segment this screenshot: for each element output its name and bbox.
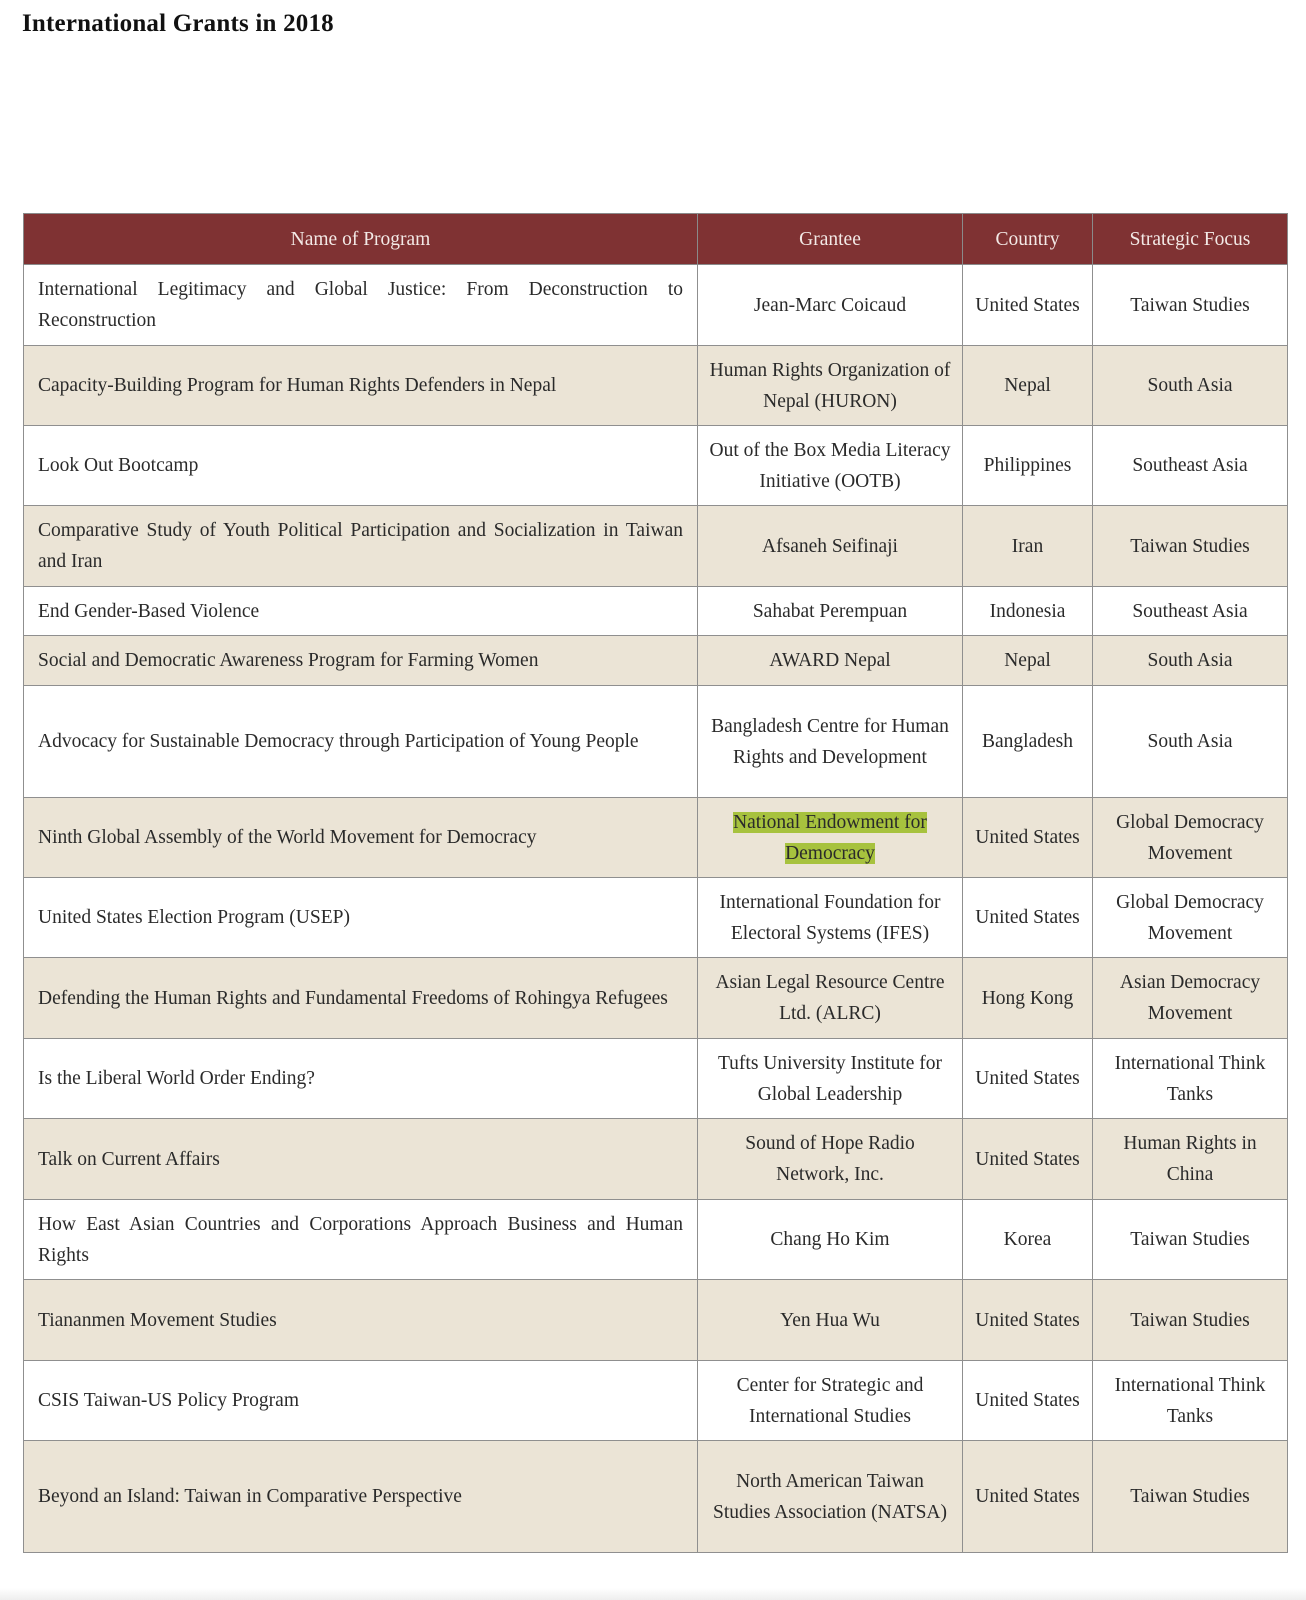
cell-program: Is the Liberal World Order Ending? — [24, 1039, 698, 1119]
table-row — [24, 686, 1288, 798]
cell-grantee: Tufts University Institute for Global Leadership — [698, 1039, 963, 1119]
cell-country: United States — [963, 1361, 1093, 1441]
table-header-row — [24, 214, 1288, 265]
table-row — [24, 1119, 1288, 1200]
cell-grantee: Asian Legal Resource Centre Ltd. (ALRC) — [698, 958, 963, 1039]
column-header-focus: Strategic Focus — [1093, 214, 1288, 265]
cell-program: How East Asian Countries and Corporations Approach Business and Human Rights — [24, 1200, 698, 1280]
cell-strategic-focus: Taiwan Studies — [1093, 1200, 1288, 1280]
cell-program: Beyond an Island: Taiwan in Comparative Perspective — [24, 1441, 698, 1553]
table-row — [24, 798, 1288, 878]
table-row — [24, 1441, 1288, 1553]
cell-program: Ninth Global Assembly of the World Movement for Democracy — [24, 798, 698, 878]
cell-country: United States — [963, 1039, 1093, 1119]
cell-country: United States — [963, 265, 1093, 346]
cell-strategic-focus: International Think Tanks — [1093, 1361, 1288, 1441]
table-row — [24, 587, 1288, 636]
table-row — [24, 636, 1288, 686]
page-bottom-shadow — [0, 1588, 1306, 1600]
cell-strategic-focus: Southeast Asia — [1093, 587, 1288, 636]
cell-grantee: AWARD Nepal — [698, 636, 963, 686]
cell-program: Look Out Bootcamp — [24, 426, 698, 506]
cell-strategic-focus: South Asia — [1093, 346, 1288, 426]
cell-strategic-focus: Taiwan Studies — [1093, 1280, 1288, 1361]
cell-strategic-focus: Asian Democracy Movement — [1093, 958, 1288, 1039]
cell-grantee: Center for Strategic and International Studies — [698, 1361, 963, 1441]
cell-grantee: Sound of Hope Radio Network, Inc. — [698, 1119, 963, 1200]
cell-country: Indonesia — [963, 587, 1093, 636]
cell-country: United States — [963, 878, 1093, 958]
cell-country: Iran — [963, 506, 1093, 587]
cell-grantee: Human Rights Organization of Nepal (HURON) — [698, 346, 963, 426]
cell-program: United States Election Program (USEP) — [24, 878, 698, 958]
cell-strategic-focus: Southeast Asia — [1093, 426, 1288, 506]
table-body — [24, 265, 1288, 1553]
cell-grantee: Out of the Box Media Literacy Initiative (OOTB) — [698, 426, 963, 506]
cell-program: End Gender-Based Violence — [24, 587, 698, 636]
cell-program: Talk on Current Affairs — [24, 1119, 698, 1200]
cell-grantee: International Foundation for Electoral Systems (IFES) — [698, 878, 963, 958]
table-row — [24, 1280, 1288, 1361]
cell-program: Capacity-Building Program for Human Rights Defenders in Nepal — [24, 346, 698, 426]
table-row — [24, 265, 1288, 346]
table-row — [24, 506, 1288, 587]
column-header-grantee: Grantee — [698, 214, 963, 265]
cell-strategic-focus: South Asia — [1093, 686, 1288, 798]
cell-strategic-focus: Global Democracy Movement — [1093, 878, 1288, 958]
column-header-country: Country — [963, 214, 1093, 265]
cell-program: International Legitimacy and Global Justice: From Deconstruction to Reconstruction — [24, 265, 698, 346]
cell-strategic-focus: Global Democracy Movement — [1093, 798, 1288, 878]
cell-strategic-focus: Taiwan Studies — [1093, 265, 1288, 346]
cell-program: Tiananmen Movement Studies — [24, 1280, 698, 1361]
highlighted-text: National Endowment for Democracy — [733, 811, 927, 864]
cell-grantee: Jean-Marc Coicaud — [698, 265, 963, 346]
cell-program: Advocacy for Sustainable Democracy through Participation of Young People — [24, 686, 698, 798]
cell-grantee: Bangladesh Centre for Human Rights and Development — [698, 686, 963, 798]
cell-country: United States — [963, 1280, 1093, 1361]
cell-country: Korea — [963, 1200, 1093, 1280]
cell-program: CSIS Taiwan-US Policy Program — [24, 1361, 698, 1441]
table-row — [24, 346, 1288, 426]
cell-program: Defending the Human Rights and Fundamental Freedoms of Rohingya Refugees — [24, 958, 698, 1039]
cell-program: Social and Democratic Awareness Program for Farming Women — [24, 636, 698, 686]
table-row — [24, 426, 1288, 506]
cell-strategic-focus: International Think Tanks — [1093, 1039, 1288, 1119]
cell-strategic-focus: South Asia — [1093, 636, 1288, 686]
cell-grantee: Yen Hua Wu — [698, 1280, 963, 1361]
table-row — [24, 1200, 1288, 1280]
cell-country: Philippines — [963, 426, 1093, 506]
cell-country: Nepal — [963, 346, 1093, 426]
table-row — [24, 1039, 1288, 1119]
grants-table — [23, 213, 1288, 1553]
page-title: International Grants in 2018 — [22, 10, 334, 37]
cell-country: United States — [963, 1119, 1093, 1200]
cell-grantee: Afsaneh Seifinaji — [698, 506, 963, 587]
table-row — [24, 878, 1288, 958]
cell-grantee: North American Taiwan Studies Association (NATSA) — [698, 1441, 963, 1553]
cell-country: Nepal — [963, 636, 1093, 686]
cell-country: Hong Kong — [963, 958, 1093, 1039]
table-row — [24, 958, 1288, 1039]
cell-grantee: Sahabat Perempuan — [698, 587, 963, 636]
cell-strategic-focus: Taiwan Studies — [1093, 506, 1288, 587]
cell-grantee — [698, 798, 963, 878]
cell-country: Bangladesh — [963, 686, 1093, 798]
cell-strategic-focus: Taiwan Studies — [1093, 1441, 1288, 1553]
table-row — [24, 1361, 1288, 1441]
cell-strategic-focus: Human Rights in China — [1093, 1119, 1288, 1200]
cell-program: Comparative Study of Youth Political Participation and Socialization in Taiwan and Iran — [24, 506, 698, 587]
column-header-program: Name of Program — [24, 214, 698, 265]
cell-country: United States — [963, 1441, 1093, 1553]
cell-country: United States — [963, 798, 1093, 878]
cell-grantee: Chang Ho Kim — [698, 1200, 963, 1280]
